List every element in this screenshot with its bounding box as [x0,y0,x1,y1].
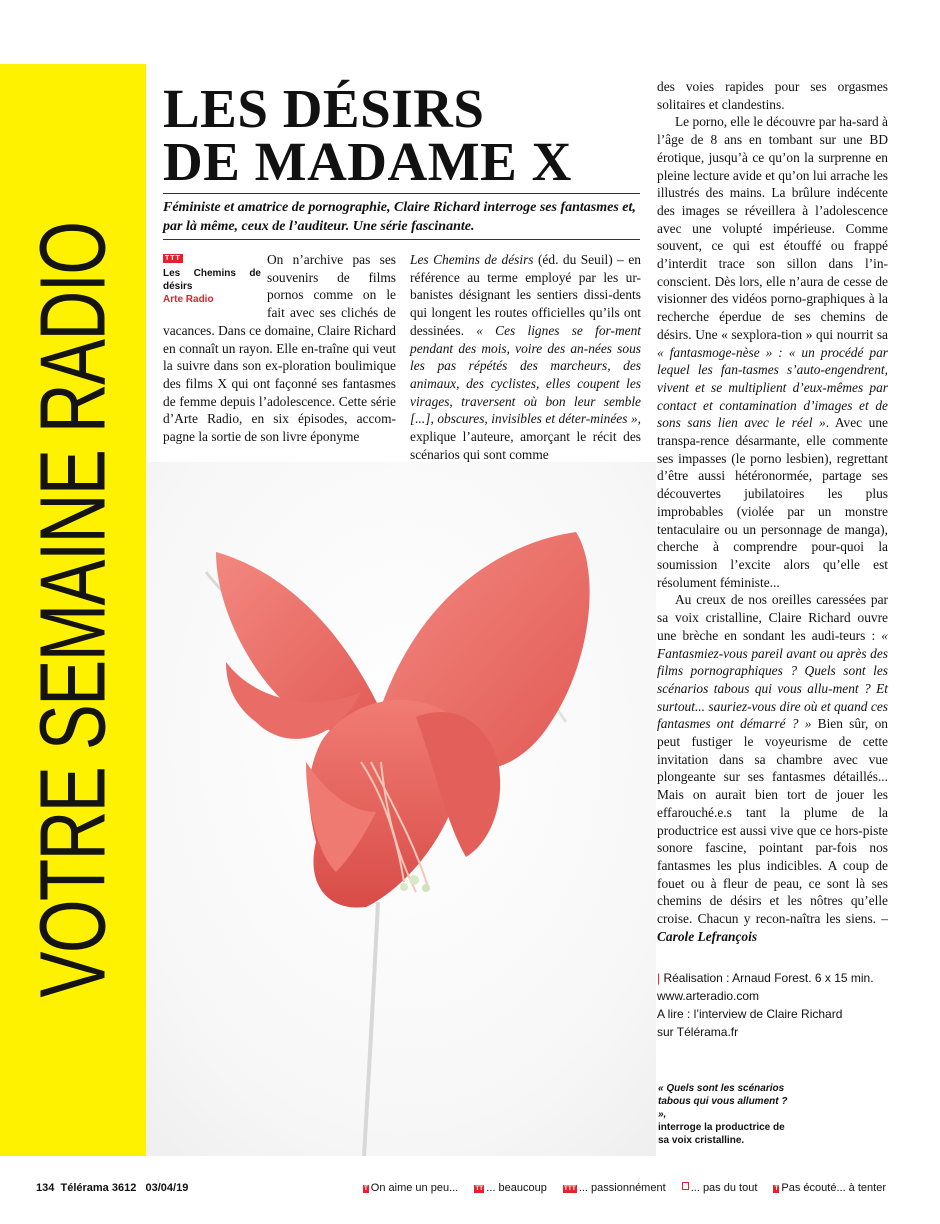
book-quote: « Ces lignes se for-ment pendant des mois, voire des an-nées sous les pas répétés des marcheurs, des animaux, des cyclistes, elles coupent les virages, traversent où bon leur semble [...], obscures, invisibles et déter-minées » [410,322,641,427]
article-intro: Féministe et amatrice de pornographie, Claire Richard interroge ses fantasmes et, par là même, ceux de l’auditeur. Une série fascinante. [163,200,636,234]
paragraph: Le porno, elle le découvre par ha-sard à l’âge de 8 ans en tombant sur une BD érotique, jusqu’à ce qu’on la surprenne en pleine lecture avide et qu’on lui arrache les illustrés des mains. La brûlure indécente des images se réveillera à l’adolescence avec une volupté impérieuse. Comme souvent, ce qui est étouffé ou frappé d’interdit trace son sillon dans l’in-conscient. Dès lors, elle n’aura de cesse de visionner des vidéos porno-graphiques à la recherche éperdue de ses chemins de désirs. Une « sexplora-tion » qui nourrit sa « fantasmoge-nèse » : « un procédé par lequel les fan-tasmes s’auto-engendrent, vivent et se multiplient d’eux-mêmes par contact et contamination d’images et de sons sans lien avec le réel ». Avec une transpa-rence désarmante, elle commente ses impasses (le porno lesbien), regrettant d’être aussi hétéronormée, partage ses découvertes jubilatoires les plus improbables (violée par un monstre tentaculaire ou un personnage de manga), cherche à comprendre pour-quoi la soumission l’excite alors qu’elle est résolument féministe... [657,114,888,590]
legend-item: ... pas du tout [682,1182,758,1194]
credit-url: www.arteradio.com [657,989,760,1003]
legend-item: TTT ... passionnément [563,1182,666,1194]
paragraph: des voies rapides pour ses orgasmes solitaires et clandestins. [657,79,888,112]
credits: | Réalisation : Arnaud Forest. 6 x 15 min. www.arteradio.com A lire : l’interview de Claire Richard sur Télérama.fr [657,969,897,1041]
caption-text: interroge la productrice de sa voix cristalline. [658,1122,785,1146]
page-number: 134 [36,1182,55,1194]
program-channel: Arte Radio [163,294,214,305]
credit-site: sur Télérama.fr [657,1025,739,1039]
footer-folio [36,1181,188,1195]
column-2 [410,251,641,463]
legend-item: TT ... beaucoup [475,1182,547,1194]
flower-photo [146,462,656,1156]
credit-read: A lire : l’interview de Claire Richard [657,1007,843,1021]
column-1 [163,251,396,446]
column-3 [657,78,888,945]
program-title: Les Chemins de désirs [163,268,261,292]
legend-item: T Pas écouté... à tenter [774,1182,886,1194]
title-divider [163,193,640,194]
credit-production: Réalisation : Arnaud Forest. 6 x 15 min. [663,971,874,985]
issue-date: 03/04/19 [145,1182,189,1194]
author: Carole Lefrançois [657,928,758,944]
caption-quote: « Quels sont les scénarios tabous qui vous allument ? », [658,1083,788,1120]
intro-divider [163,239,640,240]
paragraph: Au creux de nos oreilles caressées par sa voix cristalline, Claire Richard ouvre une brèche en sondant les audi-teurs : « Fantasmiez-vous pareil avant ou après des films pornographiques ? Quels sont les scénarios tabous qui vous allu-ment ? Et surtout... sauriez-vous dire où et quand ces fantasmes ont démarré ? » Bien sûr, on peut fustiger le voyeurisme de cette invitation dans sa chambre avec vue plongeante sur ses fantasmes détaillés... Mais on aurait bien tort de jouer les effarouché.e.s tant la plume de la productrice est aussi vive que ce hors-piste sonore fascine, pointant par-fois nos fantasmes les plus indicibles. A coup de fouet ou à fleur de peau, ce sont là ses chemins de désirs et les nôtres qu’elle croise. Chacun y recon-naîtra les siens. – Carole Lefrançois [657,592,888,944]
section-title: VOTRE SEMAINE RADIO [20,222,125,998]
magazine-issue: Télérama 3612 [60,1182,137,1194]
program-infobox [163,251,261,317]
paragraph: Les Chemins de désirs (éd. du Seuil) – en référence au terme employé par les ur-banistes désignant les sentiers dissi-dents qui longent les routes officielles qu’ils ont dessinées. « Ces lignes se for-ment pendant des mois, voire des an-nées sous les pas répétés des marcheurs, des animaux, des cyclistes, elles coupent les virages, traversent où bon leur semble [...], obscures, invisibles et déter-minées », explique l’auteure, amorçant le récit des scénarios qui sont comme [410,252,641,462]
article-title: LES DÉSIRS DE MADAME X [163,78,572,192]
photo-caption [658,1082,788,1147]
paragraph: On n’archive pas ses souvenirs de films pornos comme on le fait avec ses clichés de vacances. Dans ce domaine, Claire Richard en connaît un rayon. Elle en-traîne qui veut la suivre dans son ex-ploration boulimique des films X qui ont façonné ses fantasmes de femme depuis l’adolescence. Cette série d’Arte Radio, en six épisodes, accom-pagne la sortie de son livre éponyme [163,252,396,445]
rating-badge: TTT [165,255,181,262]
rating-legend [350,1181,886,1195]
section-banner [0,64,146,1156]
legend-item: T On aime un peu... [363,1182,459,1194]
book-title: Les Chemins de désirs [410,252,534,267]
